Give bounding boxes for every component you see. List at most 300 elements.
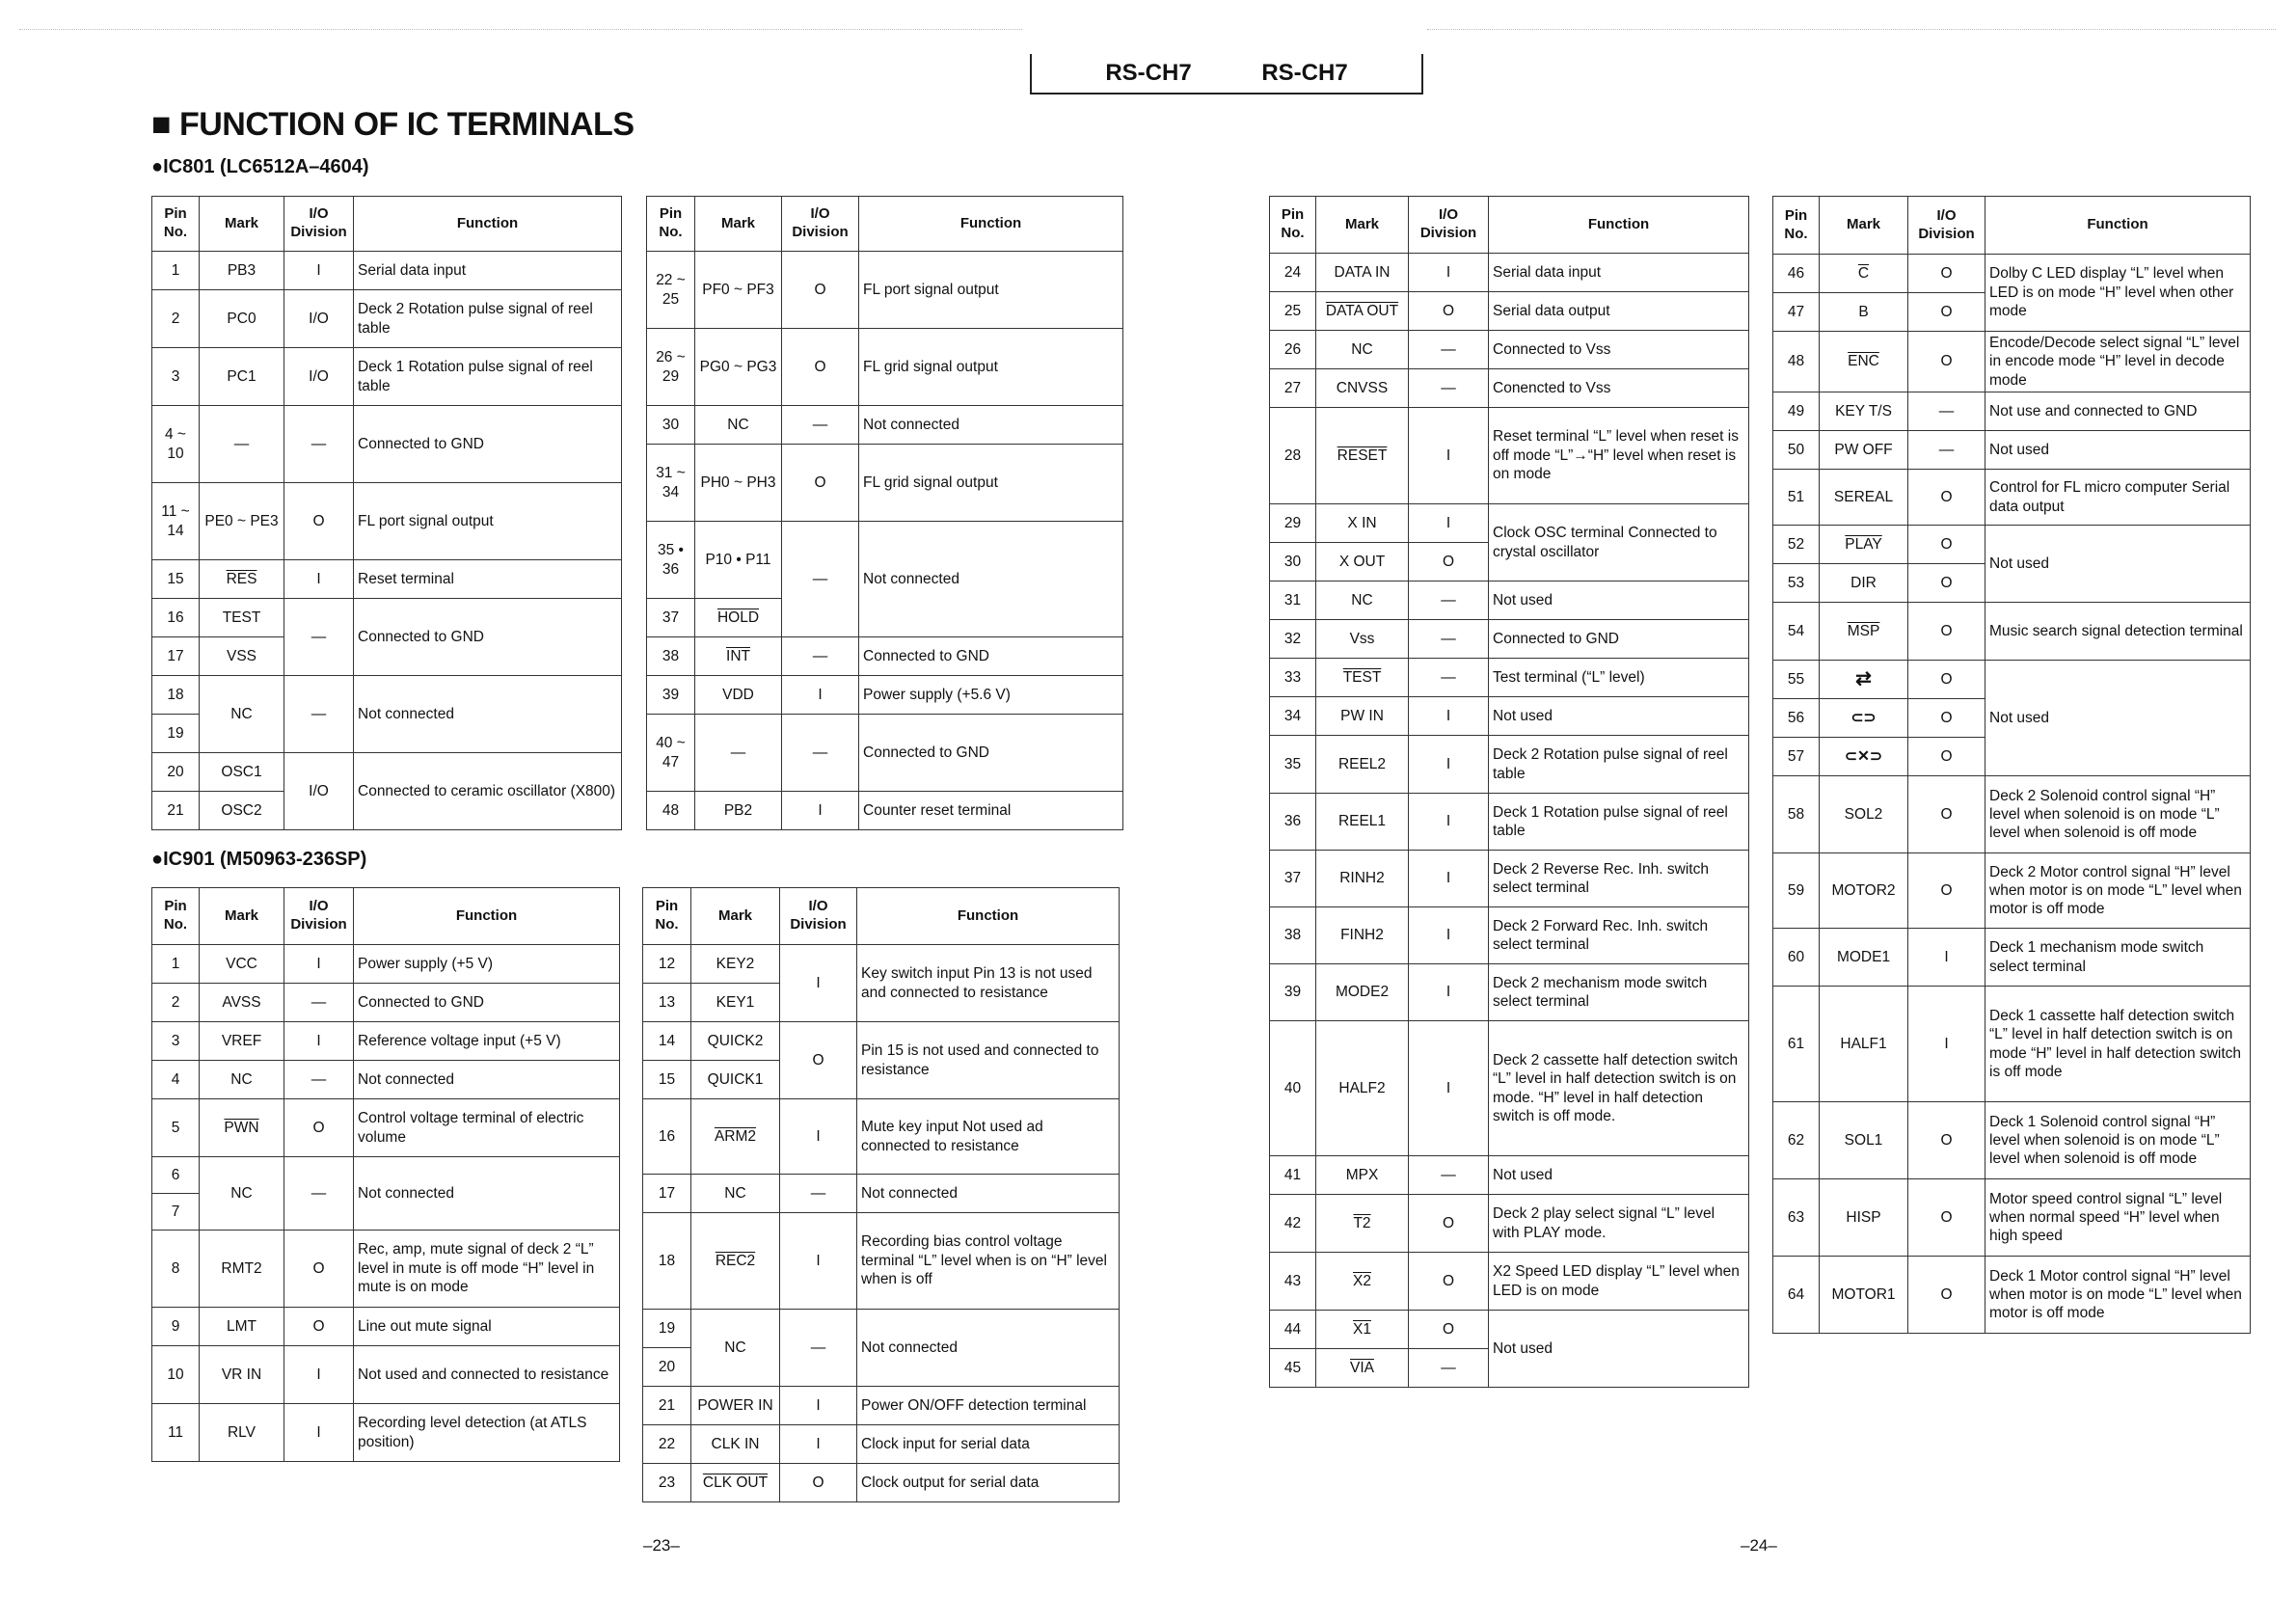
mark: CLK IN bbox=[691, 1425, 780, 1464]
table-row bbox=[1270, 1195, 1749, 1253]
pin: 27 bbox=[1270, 369, 1316, 408]
mark: PW OFF bbox=[1820, 431, 1908, 470]
pin: 51 bbox=[1773, 470, 1820, 526]
io: O bbox=[1908, 293, 1985, 332]
table-row bbox=[647, 676, 1123, 715]
io: — bbox=[782, 522, 859, 637]
io: O bbox=[1908, 470, 1985, 526]
table-row bbox=[1270, 851, 1749, 907]
io: — bbox=[284, 676, 354, 753]
pin: 53 bbox=[1773, 564, 1820, 603]
ic801-table-b bbox=[646, 196, 1123, 830]
function: Conencted to Vss bbox=[1489, 369, 1749, 408]
table-row bbox=[152, 1022, 620, 1061]
io: I bbox=[1409, 736, 1489, 794]
col-mark: Mark bbox=[200, 888, 284, 945]
mark: KEY2 bbox=[691, 945, 780, 984]
pin: 29 bbox=[1270, 504, 1316, 543]
pin: 62 bbox=[1773, 1102, 1820, 1179]
pin: 6 bbox=[152, 1157, 200, 1194]
mark: X1 bbox=[1316, 1311, 1409, 1349]
pin: 17 bbox=[152, 637, 200, 676]
io: O bbox=[1908, 776, 1985, 853]
io: I bbox=[782, 676, 859, 715]
mark: AVSS bbox=[200, 984, 284, 1022]
io: — bbox=[1409, 1349, 1489, 1388]
pin: 11 bbox=[152, 1404, 200, 1462]
pin: 14 bbox=[643, 1022, 691, 1061]
mark: RLV bbox=[200, 1404, 284, 1462]
mark: X2 bbox=[1316, 1253, 1409, 1311]
pin: 50 bbox=[1773, 431, 1820, 470]
col-pin: Pin No. bbox=[1773, 197, 1820, 255]
mark: SOL1 bbox=[1820, 1102, 1908, 1179]
io: O bbox=[782, 252, 859, 329]
mark: NC bbox=[200, 676, 284, 753]
table-row bbox=[1270, 369, 1749, 408]
mark: PB3 bbox=[200, 252, 284, 290]
mark: HISP bbox=[1820, 1179, 1908, 1257]
io: I/O bbox=[284, 753, 354, 830]
pin: 24 bbox=[1270, 254, 1316, 292]
io: I bbox=[780, 1099, 857, 1175]
function: Counter reset terminal bbox=[859, 792, 1123, 830]
pin: 2 bbox=[152, 290, 200, 348]
table-row bbox=[643, 945, 1120, 984]
function: FL port signal output bbox=[859, 252, 1123, 329]
pin: 3 bbox=[152, 348, 200, 406]
mark: POWER IN bbox=[691, 1387, 780, 1425]
io: O bbox=[1409, 292, 1489, 331]
table-row bbox=[152, 348, 622, 406]
pin: 31 ~ 34 bbox=[647, 445, 695, 522]
function: Not connected bbox=[859, 522, 1123, 637]
mark: LMT bbox=[200, 1308, 284, 1346]
mark: NC bbox=[200, 1157, 284, 1231]
io: O bbox=[1908, 699, 1985, 738]
io: I bbox=[284, 1346, 354, 1404]
pin: 12 bbox=[643, 945, 691, 984]
table-row bbox=[1270, 582, 1749, 620]
col-pin: Pin No. bbox=[647, 197, 695, 252]
pin: 20 bbox=[643, 1348, 691, 1387]
io: I/O bbox=[284, 348, 354, 406]
function: Deck 1 Rotation pulse signal of reel table bbox=[354, 348, 622, 406]
mark: Vss bbox=[1316, 620, 1409, 659]
mark: MODE2 bbox=[1316, 964, 1409, 1021]
mark: P10 • P11 bbox=[695, 522, 782, 599]
mark: ⊂⊃ bbox=[1820, 699, 1908, 738]
pin: 30 bbox=[1270, 543, 1316, 582]
pin: 64 bbox=[1773, 1257, 1820, 1334]
mark: VR IN bbox=[200, 1346, 284, 1404]
pin: 25 bbox=[1270, 292, 1316, 331]
col-mark: Mark bbox=[695, 197, 782, 252]
table-row bbox=[1270, 408, 1749, 504]
io: O bbox=[1908, 661, 1985, 699]
table-row bbox=[152, 252, 622, 290]
io: O bbox=[1409, 1253, 1489, 1311]
pin: 26 ~ 29 bbox=[647, 329, 695, 406]
pin: 18 bbox=[152, 676, 200, 715]
pin: 11 ~ 14 bbox=[152, 483, 200, 560]
io: I bbox=[284, 945, 354, 984]
table-row bbox=[152, 753, 622, 792]
pin: 49 bbox=[1773, 392, 1820, 431]
pin: 52 bbox=[1773, 526, 1820, 564]
io: I bbox=[284, 1404, 354, 1462]
mark: HALF1 bbox=[1820, 987, 1908, 1102]
function: Deck 2 play select signal “L” level with PLAY mode. bbox=[1489, 1195, 1749, 1253]
function: X2 Speed LED display “L” level when LED is on mode bbox=[1489, 1253, 1749, 1311]
mark: VDD bbox=[695, 676, 782, 715]
table-row bbox=[1270, 736, 1749, 794]
io: — bbox=[1409, 582, 1489, 620]
table-row bbox=[647, 792, 1123, 830]
mark: $\overline{C}$ bbox=[1820, 255, 1908, 293]
pin: 35 • 36 bbox=[647, 522, 695, 599]
table-row bbox=[647, 329, 1123, 406]
function: Not used bbox=[1489, 1311, 1749, 1388]
io: I bbox=[780, 1387, 857, 1425]
io: — bbox=[1908, 392, 1985, 431]
table-row bbox=[647, 715, 1123, 792]
table-row bbox=[152, 560, 622, 599]
pin: 40 ~ 47 bbox=[647, 715, 695, 792]
function: Clock output for serial data bbox=[857, 1464, 1120, 1502]
io: I bbox=[1908, 929, 1985, 987]
model-right: RS-CH7 bbox=[1261, 60, 1348, 86]
model-left: RS-CH7 bbox=[1105, 60, 1192, 86]
mark: RINH2 bbox=[1316, 851, 1409, 907]
pin: 28 bbox=[1270, 408, 1316, 504]
mark: DATA OUT bbox=[1316, 292, 1409, 331]
mark: QUICK2 bbox=[691, 1022, 780, 1061]
function: Deck 1 Solenoid control signal “H” level when solenoid is on mode “L” level when solenoid is off mode bbox=[1985, 1102, 2251, 1179]
pin: 15 bbox=[152, 560, 200, 599]
io: I bbox=[1409, 504, 1489, 543]
table-row bbox=[152, 1404, 620, 1462]
function: Power ON/OFF detection terminal bbox=[857, 1387, 1120, 1425]
mark: PG0 ~ PG3 bbox=[695, 329, 782, 406]
pin: 56 bbox=[1773, 699, 1820, 738]
io: O bbox=[1908, 255, 1985, 293]
pin: 5 bbox=[152, 1099, 200, 1157]
pin: 39 bbox=[1270, 964, 1316, 1021]
pin: 17 bbox=[643, 1175, 691, 1213]
table-row bbox=[1773, 431, 2251, 470]
pin: 10 bbox=[152, 1346, 200, 1404]
io: — bbox=[284, 1157, 354, 1231]
pin: 4 bbox=[152, 1061, 200, 1099]
mark: NC bbox=[1316, 331, 1409, 369]
io: I bbox=[1409, 794, 1489, 851]
table-row bbox=[152, 290, 622, 348]
mark: SEREAL bbox=[1820, 470, 1908, 526]
pin: 57 bbox=[1773, 738, 1820, 776]
io: O bbox=[1908, 332, 1985, 392]
io: O bbox=[284, 1308, 354, 1346]
function: Not used bbox=[1985, 431, 2251, 470]
pin: 19 bbox=[643, 1310, 691, 1348]
table-row bbox=[152, 483, 622, 560]
col-io: I/O Division bbox=[284, 888, 354, 945]
table-row bbox=[1773, 603, 2251, 661]
pin: 48 bbox=[647, 792, 695, 830]
pin: 32 bbox=[1270, 620, 1316, 659]
pin: 47 bbox=[1773, 293, 1820, 332]
mark: REEL1 bbox=[1316, 794, 1409, 851]
io: — bbox=[1908, 431, 1985, 470]
table-row bbox=[152, 1099, 620, 1157]
mark: RESET bbox=[1316, 408, 1409, 504]
pin: 34 bbox=[1270, 697, 1316, 736]
io: — bbox=[782, 637, 859, 676]
mark: PF0 ~ PF3 bbox=[695, 252, 782, 329]
pin: 35 bbox=[1270, 736, 1316, 794]
io: — bbox=[780, 1310, 857, 1387]
pin: 1 bbox=[152, 945, 200, 984]
pin: 1 bbox=[152, 252, 200, 290]
mark: PB2 bbox=[695, 792, 782, 830]
pin: 58 bbox=[1773, 776, 1820, 853]
function: Deck 1 Rotation pulse signal of reel table bbox=[1489, 794, 1749, 851]
function: Not used bbox=[1985, 526, 2251, 603]
io: I bbox=[782, 792, 859, 830]
function: Not connected bbox=[354, 1157, 620, 1231]
page-title: ■ FUNCTION OF IC TERMINALS bbox=[151, 106, 635, 143]
table-row bbox=[1773, 332, 2251, 392]
col-function: Function bbox=[354, 197, 622, 252]
mark: RMT2 bbox=[200, 1231, 284, 1308]
table-row bbox=[1773, 661, 2251, 699]
function: Rec, amp, mute signal of deck 2 “L” level in mute is off mode “H” level in mute is on mode bbox=[354, 1231, 620, 1308]
table-row bbox=[1773, 853, 2251, 929]
section-title-ic901: ●IC901 (M50963-236SP) bbox=[151, 849, 367, 870]
function: Music search signal detection terminal bbox=[1985, 603, 2251, 661]
table-row bbox=[643, 1175, 1120, 1213]
pin: 31 bbox=[1270, 582, 1316, 620]
io: I bbox=[1409, 851, 1489, 907]
function: Serial data input bbox=[1489, 254, 1749, 292]
table-row bbox=[643, 1022, 1120, 1061]
pin: 38 bbox=[647, 637, 695, 676]
pin: 20 bbox=[152, 753, 200, 792]
pin: 23 bbox=[643, 1464, 691, 1502]
io: O bbox=[284, 483, 354, 560]
top-dotted-rule bbox=[1427, 29, 2276, 30]
mark: REC2 bbox=[691, 1213, 780, 1310]
function: FL grid signal output bbox=[859, 329, 1123, 406]
mark: PC0 bbox=[200, 290, 284, 348]
pin: 16 bbox=[643, 1099, 691, 1175]
pin: 30 bbox=[647, 406, 695, 445]
mark: TEST bbox=[1316, 659, 1409, 697]
function: Connected to GND bbox=[859, 715, 1123, 792]
table-row bbox=[643, 1099, 1120, 1175]
io: O bbox=[1908, 603, 1985, 661]
mark: CNVSS bbox=[1316, 369, 1409, 408]
table-row bbox=[152, 1346, 620, 1404]
io: — bbox=[284, 406, 354, 483]
mark: SOL2 bbox=[1820, 776, 1908, 853]
pin: 18 bbox=[643, 1213, 691, 1310]
io: I bbox=[1409, 964, 1489, 1021]
table-row bbox=[643, 1387, 1120, 1425]
col-pin: Pin No. bbox=[1270, 197, 1316, 254]
mark: ⇄ bbox=[1820, 661, 1908, 699]
table-row bbox=[1270, 659, 1749, 697]
pin: 3 bbox=[152, 1022, 200, 1061]
io: O bbox=[782, 445, 859, 522]
ic801-table-d bbox=[1772, 196, 2251, 1334]
section-title-ic801: ●IC801 (LC6512A–4604) bbox=[151, 156, 369, 177]
pin: 63 bbox=[1773, 1179, 1820, 1257]
function: Deck 2 Forward Rec. Inh. switch select terminal bbox=[1489, 907, 1749, 964]
table-row bbox=[647, 252, 1123, 329]
table-row bbox=[152, 945, 620, 984]
table-row bbox=[152, 984, 620, 1022]
mark: NC bbox=[200, 1061, 284, 1099]
function: Not connected bbox=[354, 676, 622, 753]
col-pin: Pin No. bbox=[152, 197, 200, 252]
io: I bbox=[284, 560, 354, 599]
function: Clock OSC terminal Connected to crystal oscillator bbox=[1489, 504, 1749, 582]
mark: HOLD bbox=[695, 599, 782, 637]
mark: NC bbox=[691, 1310, 780, 1387]
pin: 21 bbox=[152, 792, 200, 830]
mark: CLK OUT bbox=[691, 1464, 780, 1502]
table-row bbox=[152, 1231, 620, 1308]
io: I bbox=[1409, 254, 1489, 292]
pin: 61 bbox=[1773, 987, 1820, 1102]
mark: NC bbox=[1316, 582, 1409, 620]
io: I bbox=[284, 1022, 354, 1061]
io: O bbox=[1908, 853, 1985, 929]
function: Reset terminal “L” level when reset is off mode “L”→“H” level when reset is on mode bbox=[1489, 408, 1749, 504]
io: O bbox=[780, 1022, 857, 1099]
col-mark: Mark bbox=[1316, 197, 1409, 254]
table-row bbox=[647, 445, 1123, 522]
function: Line out mute signal bbox=[354, 1308, 620, 1346]
pin: 21 bbox=[643, 1387, 691, 1425]
mark: PH0 ~ PH3 bbox=[695, 445, 782, 522]
pin: 26 bbox=[1270, 331, 1316, 369]
function: Connected to GND bbox=[859, 637, 1123, 676]
mark: MPX bbox=[1316, 1156, 1409, 1195]
mark: KEY T/S bbox=[1820, 392, 1908, 431]
page-number-left: –23– bbox=[643, 1536, 680, 1555]
col-mark: Mark bbox=[1820, 197, 1908, 255]
pin: 44 bbox=[1270, 1311, 1316, 1349]
pin: 15 bbox=[643, 1061, 691, 1099]
col-pin: Pin No. bbox=[152, 888, 200, 945]
function: Deck 2 Motor control signal “H” level when motor is on mode “L” level when motor is off mode bbox=[1985, 853, 2251, 929]
pin: 33 bbox=[1270, 659, 1316, 697]
function: Mute key input Not used ad connected to resistance bbox=[857, 1099, 1120, 1175]
function: Connected to GND bbox=[1489, 620, 1749, 659]
mark: PW IN bbox=[1316, 697, 1409, 736]
mark: QUICK1 bbox=[691, 1061, 780, 1099]
table-row bbox=[1270, 907, 1749, 964]
mark: ARM2 bbox=[691, 1099, 780, 1175]
mark: MOTOR1 bbox=[1820, 1257, 1908, 1334]
pin: 9 bbox=[152, 1308, 200, 1346]
table-row bbox=[1270, 1156, 1749, 1195]
table-row bbox=[1270, 254, 1749, 292]
pin: 40 bbox=[1270, 1021, 1316, 1156]
mark: TEST bbox=[200, 599, 284, 637]
io: O bbox=[1409, 543, 1489, 582]
function: Not used bbox=[1489, 1156, 1749, 1195]
function: Motor speed control signal “L” level when normal speed “H” level when high speed bbox=[1985, 1179, 2251, 1257]
pin: 45 bbox=[1270, 1349, 1316, 1388]
mark: X IN bbox=[1316, 504, 1409, 543]
io: — bbox=[782, 715, 859, 792]
function: Serial data input bbox=[354, 252, 622, 290]
function: Serial data output bbox=[1489, 292, 1749, 331]
function: Power supply (+5 V) bbox=[354, 945, 620, 984]
function: Deck 2 mechanism mode switch select terminal bbox=[1489, 964, 1749, 1021]
function: Deck 2 Rotation pulse signal of reel table bbox=[354, 290, 622, 348]
pin: 2 bbox=[152, 984, 200, 1022]
col-io: I/O Division bbox=[782, 197, 859, 252]
col-mark: Mark bbox=[691, 888, 780, 945]
pin: 22 bbox=[643, 1425, 691, 1464]
function: Encode/Decode select signal “L” level in encode mode “H” level in decode mode bbox=[1985, 332, 2251, 392]
model-header bbox=[1030, 54, 1423, 95]
function: Control for FL micro computer Serial data output bbox=[1985, 470, 2251, 526]
mark: PC1 bbox=[200, 348, 284, 406]
function: Connected to ceramic oscillator (X800) bbox=[354, 753, 622, 830]
io: I bbox=[780, 945, 857, 1022]
function: Not connected bbox=[859, 406, 1123, 445]
io: — bbox=[1409, 1156, 1489, 1195]
mark: VREF bbox=[200, 1022, 284, 1061]
io: I bbox=[780, 1213, 857, 1310]
function: Deck 1 mechanism mode switch select terminal bbox=[1985, 929, 2251, 987]
mark: — bbox=[695, 715, 782, 792]
function: Clock input for serial data bbox=[857, 1425, 1120, 1464]
mark: DATA IN bbox=[1316, 254, 1409, 292]
table-row bbox=[1773, 987, 2251, 1102]
function: Connected to GND bbox=[354, 984, 620, 1022]
function: Recording level detection (at ATLS position) bbox=[354, 1404, 620, 1462]
table-row bbox=[1773, 392, 2251, 431]
table-row bbox=[647, 522, 1123, 599]
mark: DIR bbox=[1820, 564, 1908, 603]
table-row bbox=[1773, 1257, 2251, 1334]
pin: 59 bbox=[1773, 853, 1820, 929]
mark: B bbox=[1820, 293, 1908, 332]
pin: 37 bbox=[647, 599, 695, 637]
io: I bbox=[1409, 1021, 1489, 1156]
io: — bbox=[1409, 659, 1489, 697]
io: O bbox=[1908, 738, 1985, 776]
pin: 36 bbox=[1270, 794, 1316, 851]
table-row bbox=[1270, 964, 1749, 1021]
table-row bbox=[152, 1308, 620, 1346]
mark: MODE1 bbox=[1820, 929, 1908, 987]
table-row bbox=[1773, 776, 2251, 853]
function: Recording bias control voltage terminal “L” level when is on “H” level when is off bbox=[857, 1213, 1120, 1310]
function: Connected to Vss bbox=[1489, 331, 1749, 369]
io: O bbox=[1409, 1311, 1489, 1349]
table-row bbox=[1270, 331, 1749, 369]
table-row bbox=[643, 1425, 1120, 1464]
io: O bbox=[1908, 564, 1985, 603]
table-row bbox=[152, 599, 622, 637]
